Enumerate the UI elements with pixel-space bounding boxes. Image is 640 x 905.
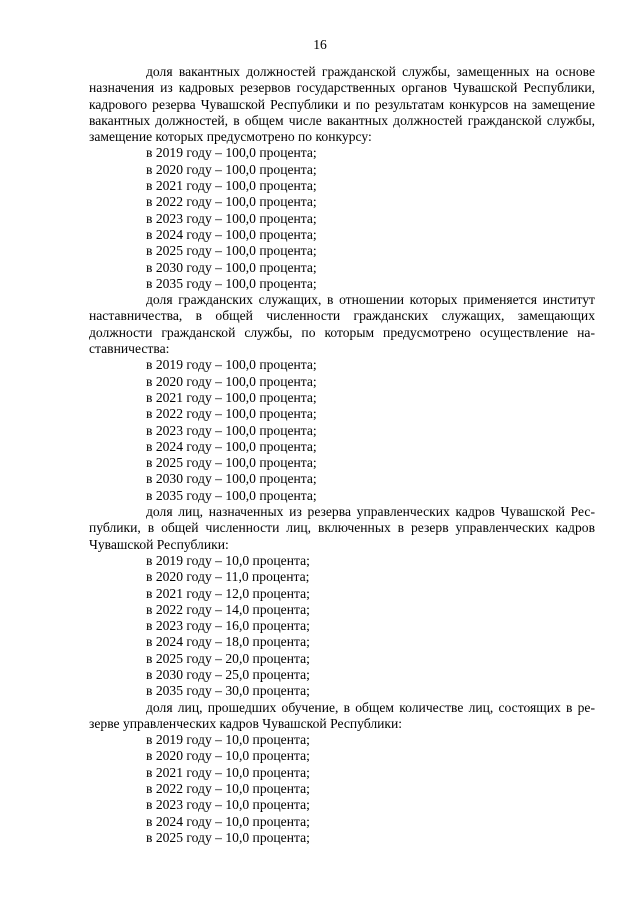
- year-value-item: в 2021 году – 100,0 процента;: [146, 178, 317, 194]
- year-value-item: в 2019 году – 10,0 процента;: [146, 732, 310, 748]
- year-value-item: в 2022 году – 10,0 процента;: [146, 781, 310, 797]
- year-value-item: в 2024 году – 18,0 процента;: [146, 634, 310, 650]
- year-value-item: в 2025 году – 10,0 процента;: [146, 829, 310, 845]
- year-value-item: в 2020 году – 11,0 процента;: [146, 569, 310, 585]
- year-value-item: в 2021 году – 100,0 процента;: [146, 389, 317, 405]
- year-value-item: в 2024 году – 100,0 процента;: [146, 226, 317, 242]
- year-value-item: в 2025 году – 20,0 процента;: [146, 650, 310, 666]
- year-value-item: в 2035 году – 30,0 процента;: [146, 683, 310, 699]
- year-value-item: в 2019 году – 100,0 процента;: [146, 357, 317, 373]
- year-value-item: в 2022 году – 100,0 процента;: [146, 194, 317, 210]
- section-paragraph: доля вакантных должностей гражданской службы, замещенных на основе назначения из кадровых резервов государственных органов Чувашской Республики, кадрового резерва Чувашской Республики и по результатам конкурсов на замещение вакантных должностей, в общем числе вакантных должностей гражданской службы, замещение которых предусмотрено по конкурсу:: [89, 64, 595, 145]
- year-value-item: в 2023 году – 10,0 процента;: [146, 797, 310, 813]
- year-value-item: в 2023 году – 100,0 процента;: [146, 422, 317, 438]
- year-value-item: в 2024 году – 100,0 процента;: [146, 438, 317, 454]
- section-paragraph: доля лиц, прошедших обучение, в общем количестве лиц, состоящих в резерве управленческих кадров Чувашской Республики:: [89, 699, 595, 731]
- year-value-item: в 2024 году – 10,0 процента;: [146, 813, 310, 829]
- year-value-item: в 2023 году – 16,0 процента;: [146, 618, 310, 634]
- year-value-item: в 2025 году – 100,0 процента;: [146, 243, 317, 259]
- year-value-item: в 2019 году – 10,0 процента;: [146, 552, 310, 568]
- year-value-item: в 2030 году – 25,0 процента;: [146, 666, 310, 682]
- year-value-item: в 2023 году – 100,0 процента;: [146, 210, 317, 226]
- page-number: 16: [313, 37, 327, 52]
- year-value-item: в 2030 году – 100,0 процента;: [146, 259, 317, 275]
- year-value-item: в 2021 году – 12,0 процента;: [146, 585, 310, 601]
- year-value-item: в 2022 году – 100,0 процента;: [146, 406, 317, 422]
- document-body: [89, 64, 595, 846]
- section-paragraph: доля лиц, назначенных из резерва управленческих кадров Чувашской Республики, в общей численности лиц, включенных в резерв управленческих кадров Чувашской Республики:: [89, 504, 595, 552]
- year-value-item: в 2021 году – 10,0 процента;: [146, 764, 310, 780]
- year-value-item: в 2025 году – 100,0 процента;: [146, 455, 317, 471]
- section-paragraph: доля гражданских служащих, в отношении которых применяется институт наставничества, в общей численности гражданских служащих, замещающих должности гражданской службы, по которым предусмотрено осуществление наставничества:: [89, 292, 595, 357]
- year-value-item: в 2035 году – 100,0 процента;: [146, 487, 317, 503]
- year-value-item: в 2022 году – 14,0 процента;: [146, 601, 310, 617]
- year-value-item: в 2020 году – 100,0 процента;: [146, 161, 317, 177]
- year-value-item: в 2035 году – 100,0 процента;: [146, 275, 317, 291]
- year-value-item: в 2020 году – 100,0 процента;: [146, 373, 317, 389]
- year-value-item: в 2019 году – 100,0 процента;: [146, 145, 317, 161]
- year-value-item: в 2020 году – 10,0 процента;: [146, 748, 310, 764]
- year-value-item: в 2030 году – 100,0 процента;: [146, 471, 317, 487]
